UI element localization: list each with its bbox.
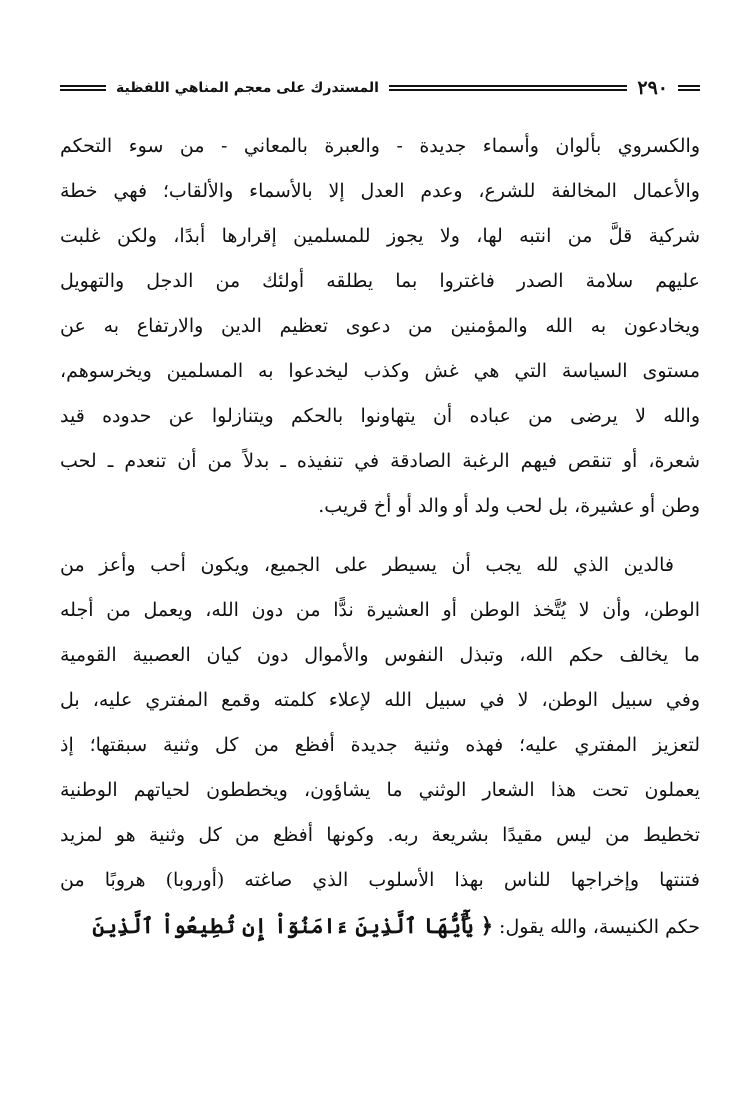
page-number: ٢٩٠ [637, 77, 668, 99]
body-text [60, 124, 700, 948]
text-line: شركية قلَّ من انتبه لها، ولا يجوز للمسلمين إقرارها أبدًا، ولكن غلبت [60, 225, 700, 247]
header-rule-left [60, 85, 106, 91]
running-header [60, 74, 700, 102]
running-title: المستدرك على معجم المناهي اللفظية [116, 80, 379, 96]
text-line: شعرة، أو تنقص فيهم الرغبة الصادقة في تنفيذه ـ بدلاً من أن تنعدم ـ لحب [60, 450, 700, 472]
text-line: الوطن، وأن لا يُتَّخذ الوطن أو العشيرة ندًّا من دون الله، ويعمل من أجله [60, 599, 700, 621]
text-line: عليهم سلامة الصدر فاغتروا بما يطلقه أولئك من الدجل والتهويل [60, 270, 700, 292]
text-line: والكسروي بألوان وأسماء جديدة - والعبرة بالمعاني - من سوء التحكم [60, 135, 700, 157]
text-line: والأعمال المخالفة للشرع، وعدم العدل إلا بالأسماء والألقاب؛ فهي خطة [60, 180, 700, 202]
text-line: فالدين الذي لله يجب أن يسيطر على الجميع، ويكون أحب وأعز من [60, 554, 674, 576]
header-rule-right [678, 85, 700, 91]
text-line: فتنتها وإخراجها للناس بهذا الأسلوب الذي صاغته (أوروبا) هروبًا من [60, 869, 700, 891]
header-rule-middle [389, 85, 627, 91]
paragraph-2 [60, 543, 700, 948]
text-line: تخطيط من ليس مقيدًا بشريعة ربه. وكونها أفظع من كل وثنية هو لمزيد [60, 824, 700, 846]
text-line: وطن أو عشيرة، بل لحب ولد أو والد أو أخ قريب. [318, 495, 700, 517]
line-prefix: حكم الكنيسة، والله يقول: [493, 916, 700, 938]
paragraph-gap [60, 529, 700, 543]
text-line: يعملون تحت هذا الشعار الوثني ما يشاؤون، ويخططون لحياتهم الوطنية [60, 779, 700, 801]
text-line: مستوى السياسة التي هي غش وكذب ليخدعوا به المسلمين ويخرسوهم، [60, 360, 700, 382]
text-line: والله لا يرضى من عباده أن يتهاونوا بالحكم ويتنازلوا عن حدوده قيد [60, 405, 700, 427]
paragraph-1 [60, 124, 700, 529]
text-line: ويخادعون به الله والمؤمنين من دعوى تعظيم الدين والارتفاع به عن [60, 315, 700, 337]
quran-verse: ﴿ يَٰٓأَيُّهَا ٱلَّذِينَ ءَامَنُوٓاْ إِن تُطِيعُواْ ٱلَّذِينَ [92, 913, 494, 938]
text-line: ما يخالف حكم الله، وتبذل النفوس والأموال دون كيان العصبية القومية [60, 644, 700, 666]
text-line: وفي سبيل الوطن، لا في سبيل الله لإعلاء كلمته وقمع المفتري عليه، بل [60, 689, 700, 711]
text-line: لتعزيز المفتري عليه؛ فهذه وثنية جديدة أفظع من كل وثنية سبقتها؛ إذ [60, 734, 700, 756]
text-line-final [60, 903, 700, 948]
